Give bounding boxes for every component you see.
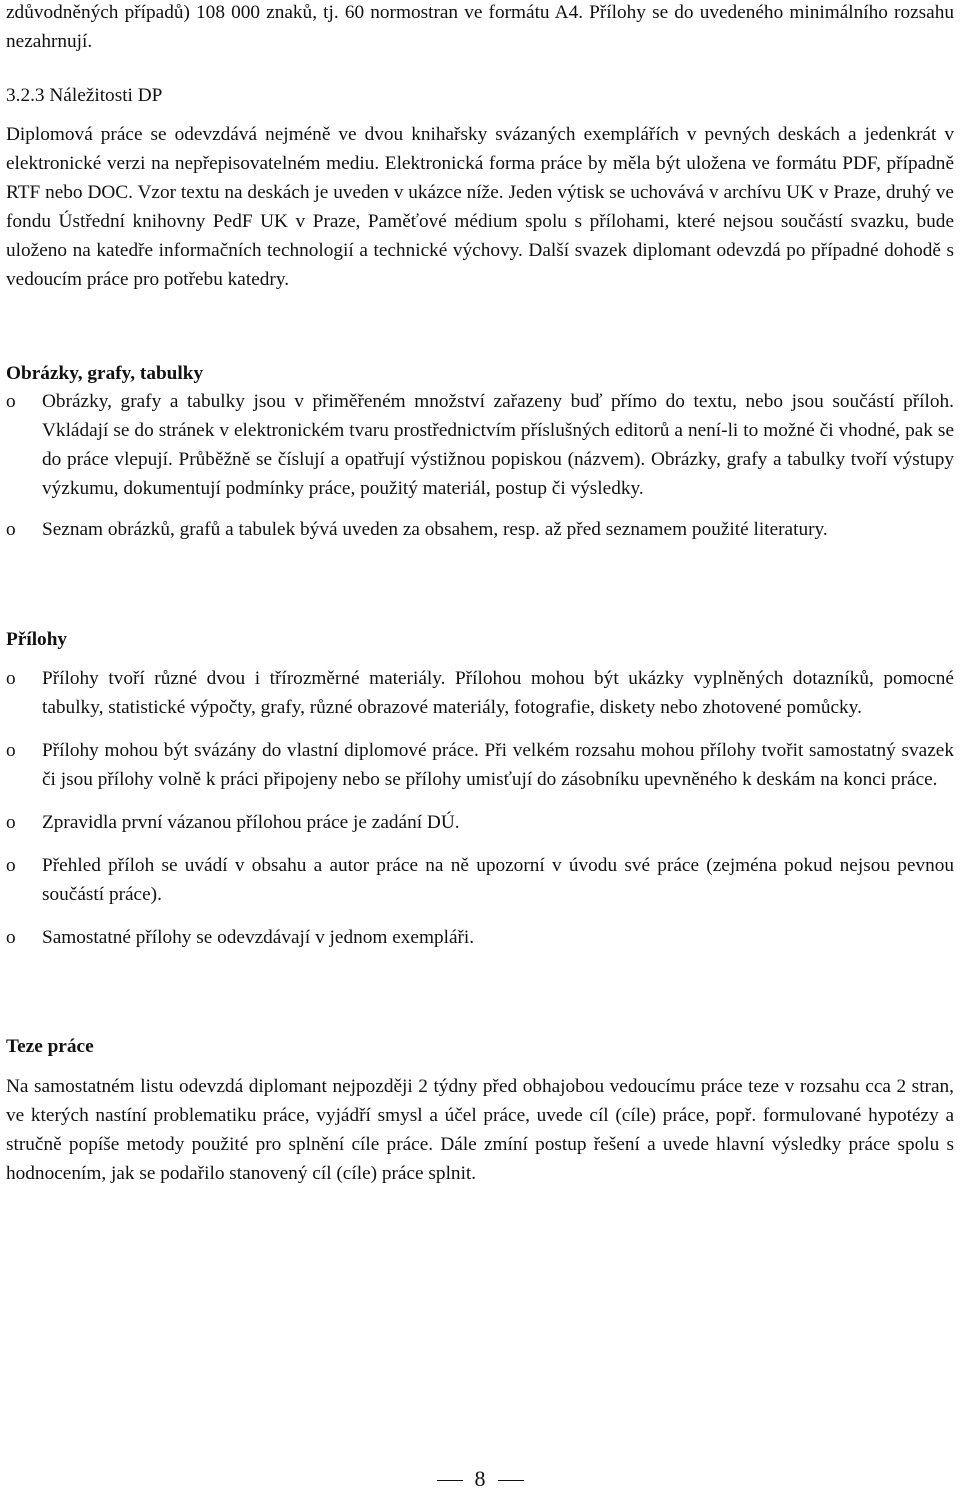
page-number-dash-right <box>498 1480 524 1481</box>
section-heading: 3.2.3 Náležitosti DP <box>6 85 163 106</box>
intro-paragraph: zdůvodněných případů) 108 000 znaků, tj. 60 normostran ve formátu A4. Přílohy se do uvedeného minimálního rozsahu nezahrnují. <box>6 2 954 52</box>
list-item <box>6 515 954 544</box>
list-item-text: Zpravidla první vázanou přílohou práce je zadání DÚ. <box>42 812 460 833</box>
bullet-marker: o <box>6 740 16 761</box>
list-item-text: Přílohy mohou být svázány do vlastní diplomové práce. Při velkém rozsahu mohou přílohy tvořit samostatný svazek či jsou přílohy volně k práci připojeny nebo se přílohy umisťují do zásobníku upevněného k deskám na konci práce. <box>42 740 954 790</box>
list-item-text: Přehled příloh se uvádí v obsahu a autor práce na ně upozorní v úvodu své práce (zejména pokud nejsou pevnou součástí práce). <box>42 855 954 905</box>
page-number-dash-left <box>437 1480 463 1481</box>
list-item <box>6 736 954 794</box>
bullet-marker: o <box>6 519 16 540</box>
figures-list <box>6 387 954 544</box>
appendices-list <box>6 664 954 952</box>
bullet-marker: o <box>6 927 16 948</box>
list-item-text: Obrázky, grafy a tabulky jsou v přiměřeném množství zařazeny buď přímo do textu, nebo jsou součástí příloh. Vkládají se do stránek v elektronickém tvaru prostřednictvím příslušných editorů a není-li to možné či vhodné, pak se do práce vlepují. Průběžně se číslují a opatřují výstižnou popiskou (názvem). Obrázky, grafy a tabulky tvoří výstupy výzkumu, dokumentují podmínky práce, použitý materiál, postup či výsledky. <box>42 391 954 499</box>
list-item <box>6 851 954 909</box>
bullet-marker: o <box>6 855 16 876</box>
theses-heading: Teze práce <box>6 1036 94 1057</box>
list-item-text: Samostatné přílohy se odevzdávají v jednom exempláři. <box>42 927 475 948</box>
bullet-marker: o <box>6 812 16 833</box>
theses-paragraph: Na samostatném listu odevzdá diplomant nejpozději 2 týdny před obhajobou vedoucímu práce teze v rozsahu cca 2 stran, ve kterých nastíní problematiku práce, vyjádří smysl a účel práce, uvede cíl (cíle) práce, popř. formulované hypotézy a stručně popíše metody použité pro splnění cíle práce. Dále zmíní postup řešení a uvede hlavní výsledky práce spolu s hodnocením, jak se podařilo stanovený cíl (cíle) práce splnit. <box>6 1076 954 1184</box>
figures-heading: Obrázky, grafy, tabulky <box>6 363 204 384</box>
section-paragraph: Diplomová práce se odevzdává nejméně ve dvou knihařsky svázaných exemplářích v pevných deskách a jedenkrát v elektronické verzi na nepřepisovatelném mediu. Elektronická forma práce by měla být uložena ve formátu PDF, případně RTF nebo DOC. Vzor textu na deskách je uveden v ukázce níže. Jeden výtisk se uchovává v archívu UK v Praze, druhý ve fondu Ústřední knihovny PedF UK v Praze, Paměťové médium spolu s přílohami, které nejsou součástí svazku, bude uloženo na katedře informačních technologií a technické výchovy. Další svazek diplomant odevzdá po případné dohodě s vedoucím práce pro potřebu katedry. <box>6 124 954 290</box>
appendices-heading: Přílohy <box>6 629 68 650</box>
bullet-marker: o <box>6 391 16 412</box>
list-item <box>6 387 954 503</box>
list-item-text: Seznam obrázků, grafů a tabulek bývá uveden za obsahem, resp. až před seznamem použité literatury. <box>42 519 828 540</box>
page-number-text: 8 <box>474 1466 486 1491</box>
list-item <box>6 923 954 952</box>
bullet-marker: o <box>6 668 16 689</box>
list-item <box>6 808 954 837</box>
list-item-text: Přílohy tvoří různé dvou i třírozměrné materiály. Přílohou mohou být ukázky vyplněných dotazníků, pomocné tabulky, statistické výpočty, grafy, různé obrazové materiály, fotografie, diskety nebo zhotovené pomůcky. <box>42 668 954 718</box>
list-item <box>6 664 954 722</box>
page-number <box>0 1464 960 1493</box>
